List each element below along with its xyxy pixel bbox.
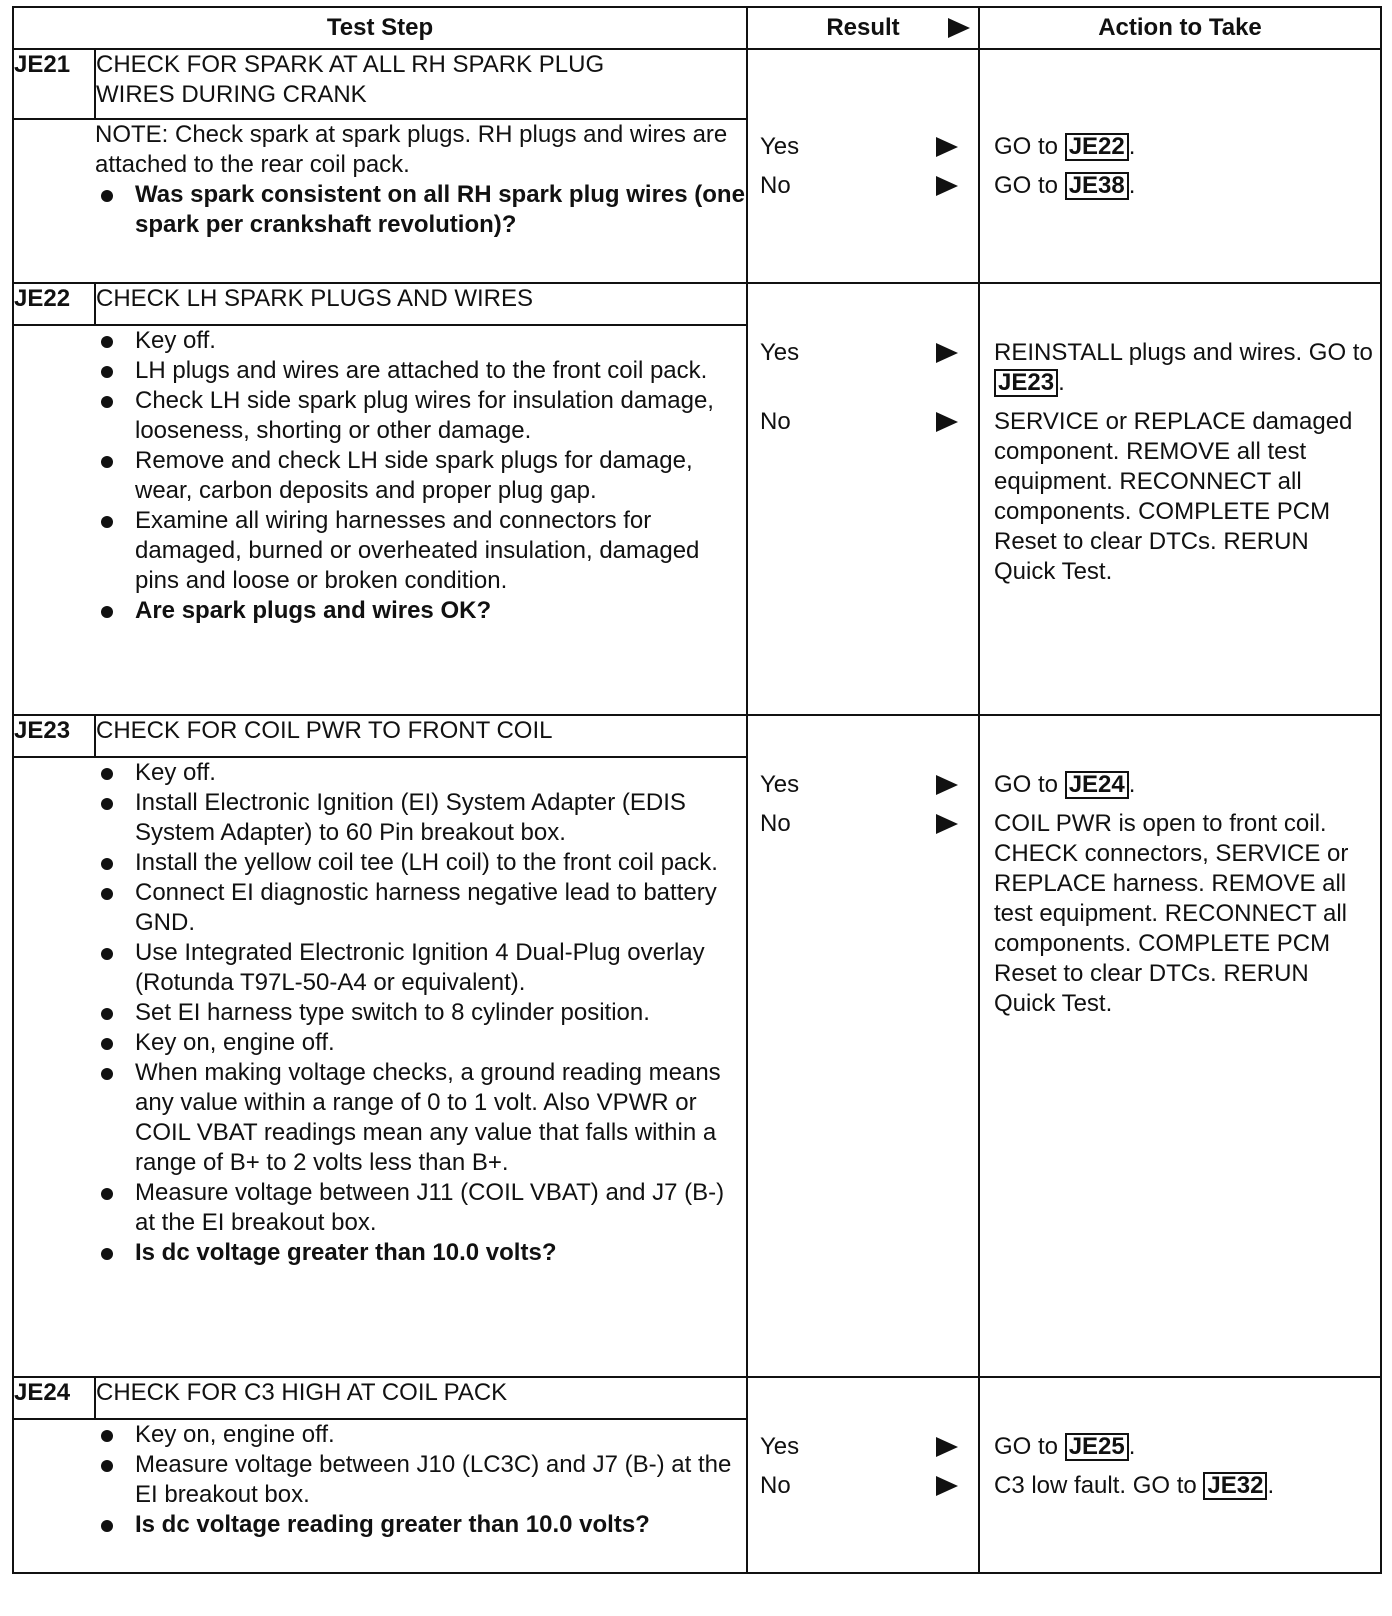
instruction-item: LH plugs and wires are attached to the front coil pack. (95, 356, 746, 386)
step-reference-link[interactable]: JE32 (1203, 1472, 1267, 1500)
step-reference-link[interactable]: JE23 (994, 369, 1058, 397)
instruction-item: Was spark consistent on all RH spark plug wires (one spark per crankshaft revolution)? (95, 180, 746, 240)
instruction-item: Measure voltage between J10 (LC3C) and J7 (B-) at the EI breakout box. (95, 1450, 746, 1510)
table-header (13, 7, 1381, 49)
action-item (994, 809, 1374, 1019)
step-id: JE21 (13, 49, 95, 119)
result-label: Yes (760, 339, 800, 366)
action-text: COIL PWR is open to front coil. CHECK connectors, SERVICE or REPLACE harness. REMOVE all test equipment. RECONNECT all components. COMPLETE PCM Reset to clear DTCs. RERUN Quick Test. (994, 810, 1349, 1017)
result-row (760, 171, 966, 201)
action-text: GO to (994, 771, 1065, 798)
test-step-table (12, 6, 1382, 1574)
instruction-item: When making voltage checks, a ground reading means any value within a range of 0 to 1 volt. Also VPWR or COIL VBAT readings mean any value that falls within a range of B+ to 2 volts less than B+. (95, 1058, 746, 1178)
instruction-item: Set EI harness type switch to 8 cylinder position. (95, 998, 746, 1028)
action-list (980, 50, 1380, 201)
action-text: SERVICE or REPLACE damaged component. REMOVE all test equipment. RECONNECT all components. COMPLETE PCM Reset to clear DTCs. RERUN Quick Test. (994, 408, 1353, 585)
step-reference-link[interactable]: JE22 (1065, 133, 1129, 161)
action-list (980, 284, 1380, 587)
result-row (760, 770, 966, 800)
result-row (760, 809, 966, 839)
step-title (95, 283, 747, 325)
step-id: JE22 (13, 283, 95, 325)
action-list (980, 716, 1380, 1019)
arrow-right-icon (936, 1437, 958, 1457)
step-id-spacer (13, 325, 95, 715)
step-title-row (13, 1377, 1381, 1419)
step-note: NOTE: Check spark at spark plugs. RH plugs and wires are attached to the rear coil pack. (95, 121, 728, 178)
result-label: Yes (760, 1433, 800, 1460)
action-text: REINSTALL plugs and wires. GO to (994, 339, 1373, 366)
action-text: C3 low fault. GO to (994, 1472, 1204, 1499)
action-suffix: . (1267, 1472, 1275, 1499)
step-instructions (95, 325, 747, 715)
action-list (980, 1378, 1380, 1501)
action-suffix: . (1128, 133, 1136, 160)
step-id-spacer (13, 757, 95, 1377)
action-column (979, 1377, 1381, 1573)
result-column (747, 49, 979, 283)
action-item (994, 132, 1374, 162)
arrow-right-icon (948, 18, 970, 38)
step-title-line: CHECK FOR COIL PWR TO FRONT COIL (96, 717, 553, 744)
step-instructions (95, 119, 747, 283)
instruction-item: Is dc voltage greater than 10.0 volts? (95, 1238, 746, 1268)
arrow-right-icon (936, 1476, 958, 1496)
arrow-right-icon (936, 412, 958, 432)
action-text: GO to (994, 172, 1065, 199)
action-item (994, 171, 1374, 201)
result-label: No (760, 408, 791, 435)
action-column (979, 283, 1381, 715)
action-item (994, 407, 1374, 587)
step-title-line: WIRES DURING CRANK (96, 81, 367, 108)
result-column (747, 283, 979, 715)
action-text: GO to (994, 1433, 1065, 1460)
step-id-spacer (13, 119, 95, 283)
action-suffix: . (1128, 172, 1136, 199)
result-label: No (760, 1472, 791, 1499)
result-label: Yes (760, 771, 800, 798)
result-row (760, 1471, 966, 1501)
result-row (760, 407, 966, 437)
step-title-line: CHECK FOR SPARK AT ALL RH SPARK PLUG (96, 51, 605, 78)
step-title (95, 715, 747, 757)
header-result-label: Result (826, 14, 900, 41)
step-instructions (95, 757, 747, 1377)
arrow-right-icon (936, 775, 958, 795)
step-title-line: CHECK FOR C3 HIGH AT COIL PACK (96, 1379, 508, 1406)
step-reference-link[interactable]: JE38 (1065, 172, 1129, 200)
step-title-row (13, 49, 1381, 119)
result-list (748, 716, 978, 839)
instruction-item: Remove and check LH side spark plugs for damage, wear, carbon deposits and proper plug gap. (95, 446, 746, 506)
instruction-item: Connect EI diagnostic harness negative lead to battery GND. (95, 878, 746, 938)
instruction-item: Is dc voltage reading greater than 10.0 volts? (95, 1510, 746, 1540)
step-title (95, 1377, 747, 1419)
instruction-item: Use Integrated Electronic Ignition 4 Dual-Plug overlay (Rotunda T97L-50-A4 or equivalent). (95, 938, 746, 998)
instruction-list (95, 180, 746, 240)
steps-body (13, 49, 1381, 1573)
step-title-line: CHECK LH SPARK PLUGS AND WIRES (96, 285, 533, 312)
instruction-list (95, 758, 746, 1268)
step-title-row (13, 715, 1381, 757)
action-column (979, 49, 1381, 283)
result-list (748, 50, 978, 201)
instruction-item: Examine all wiring harnesses and connectors for damaged, burned or overheated insulation, damaged pins and loose or broken condition. (95, 506, 746, 596)
instruction-item: Key on, engine off. (95, 1028, 746, 1058)
step-title-row (13, 283, 1381, 325)
step-reference-link[interactable]: JE25 (1065, 1433, 1129, 1461)
step-id-spacer (13, 1419, 95, 1573)
result-label: No (760, 810, 791, 837)
arrow-right-icon (936, 343, 958, 363)
action-suffix: . (1128, 1433, 1136, 1460)
result-list (748, 1378, 978, 1501)
instruction-item: Key on, engine off. (95, 1420, 746, 1450)
instruction-item: Install Electronic Ignition (EI) System Adapter (EDIS System Adapter) to 60 Pin breakout box. (95, 788, 746, 848)
step-id: JE24 (13, 1377, 95, 1419)
result-row (760, 338, 966, 368)
result-list (748, 284, 978, 437)
action-item (994, 770, 1374, 800)
step-id: JE23 (13, 715, 95, 757)
arrow-right-icon (936, 137, 958, 157)
result-label: No (760, 172, 791, 199)
instruction-item: Measure voltage between J11 (COIL VBAT) and J7 (B-) at the EI breakout box. (95, 1178, 746, 1238)
instruction-item: Install the yellow coil tee (LH coil) to the front coil pack. (95, 848, 746, 878)
header-action: Action to Take (979, 7, 1381, 49)
step-title (95, 49, 747, 119)
action-suffix: . (1128, 771, 1136, 798)
action-column (979, 715, 1381, 1377)
result-label: Yes (760, 133, 800, 160)
action-item (994, 338, 1374, 398)
instruction-item: Key off. (95, 326, 746, 356)
action-item (994, 1432, 1374, 1462)
action-text: GO to (994, 133, 1065, 160)
result-column (747, 1377, 979, 1573)
result-row (760, 132, 966, 162)
action-suffix: . (1058, 369, 1065, 396)
header-result (747, 7, 979, 49)
instruction-item: Key off. (95, 758, 746, 788)
action-item (994, 1471, 1374, 1501)
instruction-list (95, 326, 746, 626)
instruction-item: Check LH side spark plug wires for insulation damage, looseness, shorting or other damage. (95, 386, 746, 446)
result-row (760, 1432, 966, 1462)
arrow-right-icon (936, 176, 958, 196)
step-reference-link[interactable]: JE24 (1065, 771, 1129, 799)
step-instructions (95, 1419, 747, 1573)
arrow-right-icon (936, 814, 958, 834)
header-test-step: Test Step (13, 7, 747, 49)
instruction-item: Are spark plugs and wires OK? (95, 596, 746, 626)
result-column (747, 715, 979, 1377)
instruction-list (95, 1420, 746, 1540)
